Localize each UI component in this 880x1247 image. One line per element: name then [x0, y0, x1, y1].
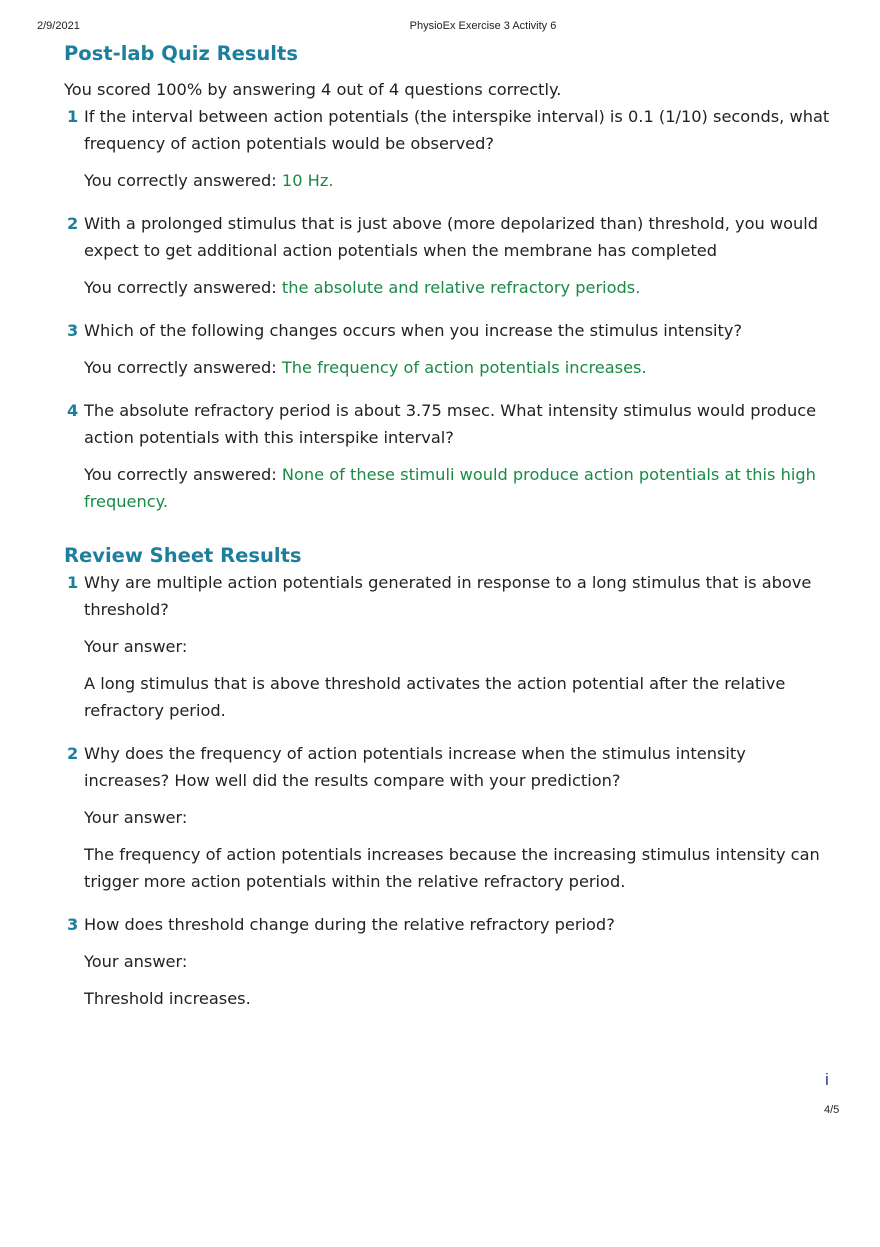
review-question-3	[64, 911, 834, 1012]
correct-answer: 10 Hz.	[281, 171, 334, 190]
question-text: Which of the following changes occurs when you increase the stimulus intensity?	[84, 321, 743, 340]
review-section-title: Review Sheet Results	[64, 544, 302, 567]
review-answer-text: Threshold increases.	[84, 989, 251, 1008]
quiz-question-3	[64, 317, 834, 381]
quiz-answer	[84, 274, 834, 301]
question-text: With a prolonged stimulus that is just above (more depolarized than) threshold, you would expect to get additional action potentials when the membrane has completed	[84, 214, 819, 260]
question-number: 3	[67, 321, 79, 340]
results-content	[64, 40, 834, 1012]
correct-answer: The frequency of action potentials increases.	[281, 358, 647, 377]
margin-letter: i	[825, 1070, 829, 1089]
answer-prefix: You correctly answered:	[84, 465, 277, 484]
quiz-question-2	[64, 210, 834, 301]
review-question-2	[64, 740, 834, 895]
quiz-section-title: Post-lab Quiz Results	[64, 42, 298, 65]
question-number: 2	[67, 744, 79, 763]
print-header	[0, 20, 880, 36]
question-number: 1	[67, 573, 79, 592]
answer-label: Your answer:	[84, 952, 188, 971]
review-answer-text: A long stimulus that is above threshold activates the action potential after the relative refractory period.	[84, 674, 786, 720]
question-text: The absolute refractory period is about 3.75 msec. What intensity stimulus would produce action potentials with this interspike interval?	[84, 401, 817, 447]
quiz-answer	[84, 354, 834, 381]
correct-answer: None of these stimuli would produce action potentials at this high frequency.	[84, 465, 816, 511]
answer-prefix: You correctly answered:	[84, 278, 277, 297]
question-number: 3	[67, 915, 79, 934]
print-date: 2/9/2021	[37, 20, 80, 32]
question-text: Why does the frequency of action potentials increase when the stimulus intensity increases? How well did the results compare with your prediction?	[84, 744, 746, 790]
review-sheet-section	[64, 542, 834, 1012]
question-number: 2	[67, 214, 79, 233]
question-text: How does threshold change during the relative refractory period?	[84, 915, 615, 934]
quiz-answer	[84, 461, 834, 515]
document-title: PhysioEx Exercise 3 Activity 6	[409, 20, 557, 32]
question-number: 4	[67, 401, 79, 420]
quiz-answer	[84, 167, 834, 194]
quiz-question-1	[64, 103, 834, 194]
quiz-score: You scored 100% by answering 4 out of 4 questions correctly.	[64, 80, 562, 99]
question-number: 1	[67, 107, 79, 126]
answer-label: Your answer:	[84, 637, 188, 656]
correct-answer: the absolute and relative refractory periods.	[281, 278, 641, 297]
page-number: 4/5	[824, 1104, 840, 1116]
answer-label: Your answer:	[84, 808, 188, 827]
question-text: Why are multiple action potentials generated in response to a long stimulus that is above threshold?	[84, 573, 812, 619]
quiz-question-4	[64, 397, 834, 515]
answer-prefix: You correctly answered:	[84, 171, 277, 190]
review-answer-text: The frequency of action potentials increases because the increasing stimulus intensity can trigger more action potentials within the relative refractory period.	[84, 845, 820, 891]
post-lab-quiz-section	[64, 40, 834, 515]
answer-prefix: You correctly answered:	[84, 358, 277, 377]
question-text: If the interval between action potentials (the interspike interval) is 0.1 (1/10) seconds, what frequency of action potentials would be observed?	[84, 107, 830, 153]
review-question-1	[64, 569, 834, 724]
